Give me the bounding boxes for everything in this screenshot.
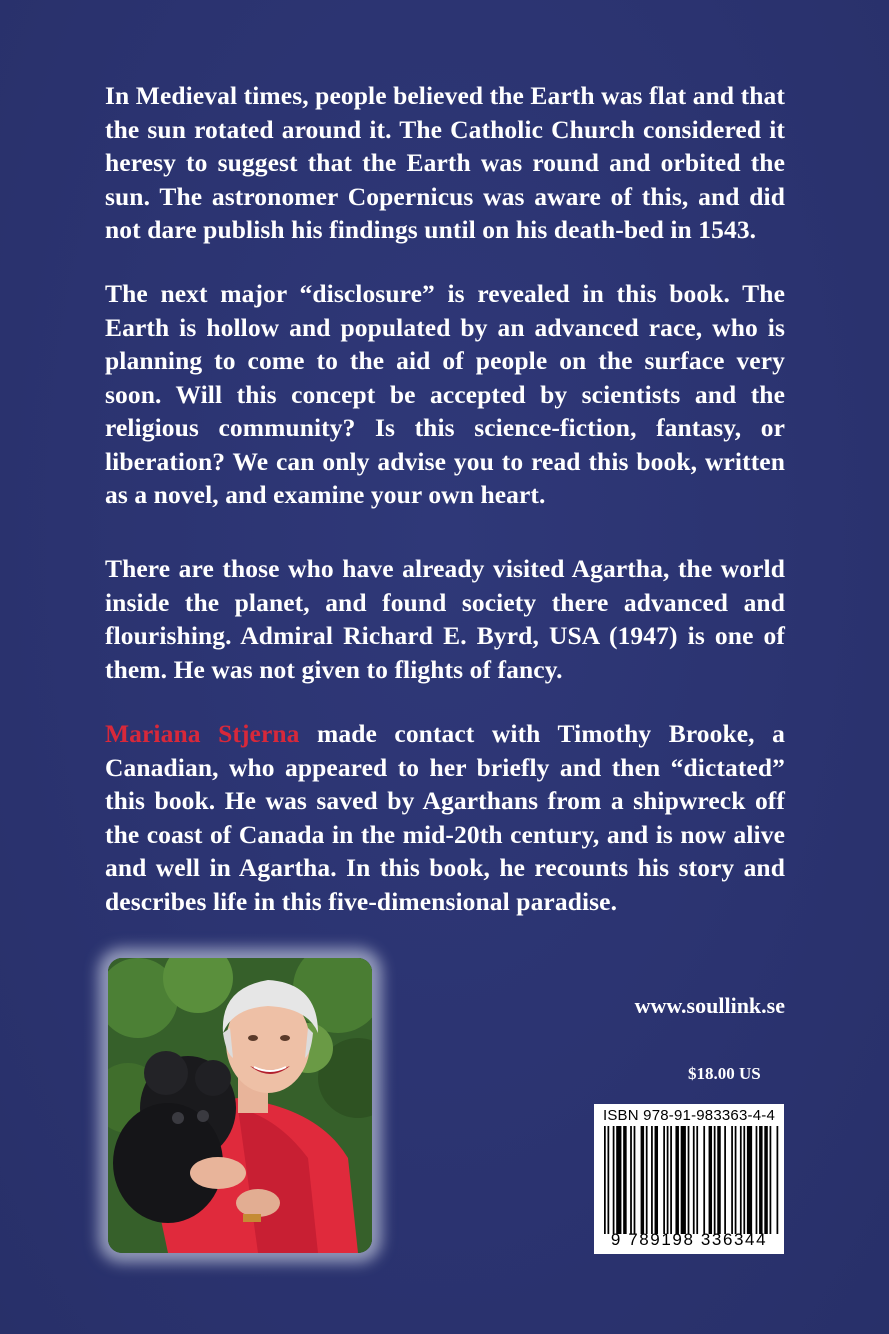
barcode-bar — [724, 1126, 726, 1234]
author-name: Mariana Stjerna — [105, 719, 300, 748]
author-photo — [108, 958, 372, 1253]
barcode-bar — [696, 1126, 698, 1234]
barcode-bar — [693, 1126, 695, 1234]
barcode-bar — [764, 1126, 767, 1234]
barcode-bar — [759, 1126, 762, 1234]
blurb-paragraph-3: There are those who have already visited Agartha, the world inside the planet, and found society there advanced and flourishing. Admiral Richard E. Byrd, USA (1947) is one of them. He was not given to flights of fancy. — [105, 554, 785, 684]
barcode-bar — [663, 1126, 665, 1234]
barcode-bar — [607, 1126, 609, 1234]
author-with-dog-illustration — [108, 958, 372, 1253]
barcode-bar — [777, 1126, 779, 1234]
barcode-bar — [604, 1126, 606, 1234]
barcode-digits: 9 789198 336344 — [610, 1230, 768, 1249]
barcode-bar — [717, 1126, 720, 1234]
barcode-bar — [735, 1126, 737, 1234]
barcode-bar — [651, 1126, 653, 1234]
barcode-bar — [703, 1126, 705, 1234]
blurb-paragraph-1: In Medieval times, people believed the Earth was flat and that the sun rotated around it. The Catholic Church considered it heresy to suggest that the Earth was round and orbited the sun. The astronomer Copernicus was aware of this, and did not dare publish his findings until on his death-bed in 1543. — [105, 81, 785, 244]
blurb-paragraph-4-text: made contact with Timothy Brooke, a Canadian, who appeared to her briefly and then “dictated” this book. He was saved by Agarthans from a shipwreck off the coast of Canada in the mid-20th century, and is now alive and well in Agartha. In this book, he recounts his story and describes life in this five-dimensional paradise. — [105, 719, 785, 916]
barcode-bar — [616, 1126, 621, 1234]
barcode-bar — [655, 1126, 658, 1234]
barcode-bar — [756, 1126, 758, 1234]
barcode-bar — [613, 1126, 615, 1234]
barcode-bar — [641, 1126, 644, 1234]
barcode-bar — [743, 1126, 745, 1234]
price-label: $18.00 US — [688, 1064, 761, 1083]
isbn-barcode — [594, 1104, 784, 1254]
barcode-bar — [630, 1126, 632, 1234]
blurb-paragraph-4 — [105, 717, 785, 918]
barcode-bar — [709, 1126, 712, 1234]
barcode-bar — [731, 1126, 733, 1234]
barcode-bar — [670, 1126, 672, 1234]
barcode-bar — [714, 1126, 716, 1234]
barcode-bar — [646, 1126, 648, 1234]
barcode-bar — [740, 1126, 742, 1234]
barcode-bar — [688, 1126, 690, 1234]
barcode-bar — [623, 1126, 626, 1234]
barcode-bars — [604, 1126, 780, 1234]
blurb-paragraph-2: The next major “disclosure” is revealed in this book. The Earth is hollow and populated by an advanced race, who is planning to come to the aid of people on the surface very soon. Will this concept be accepted by scientists and the religious community? Is this science-fiction, fantasy, or liberation? We can only advise you to read this book, written as a novel, and examine your own heart. — [105, 279, 785, 509]
publisher-website: www.soullink.se — [634, 993, 785, 1018]
barcode-bar — [675, 1126, 678, 1234]
barcode-bar — [770, 1126, 772, 1234]
barcode-bar — [681, 1126, 686, 1234]
barcode-bar — [634, 1126, 636, 1234]
barcode-bar — [667, 1126, 669, 1234]
barcode-bar — [747, 1126, 752, 1234]
isbn-label: ISBN 978-91-983363-4-4 — [602, 1107, 775, 1124]
